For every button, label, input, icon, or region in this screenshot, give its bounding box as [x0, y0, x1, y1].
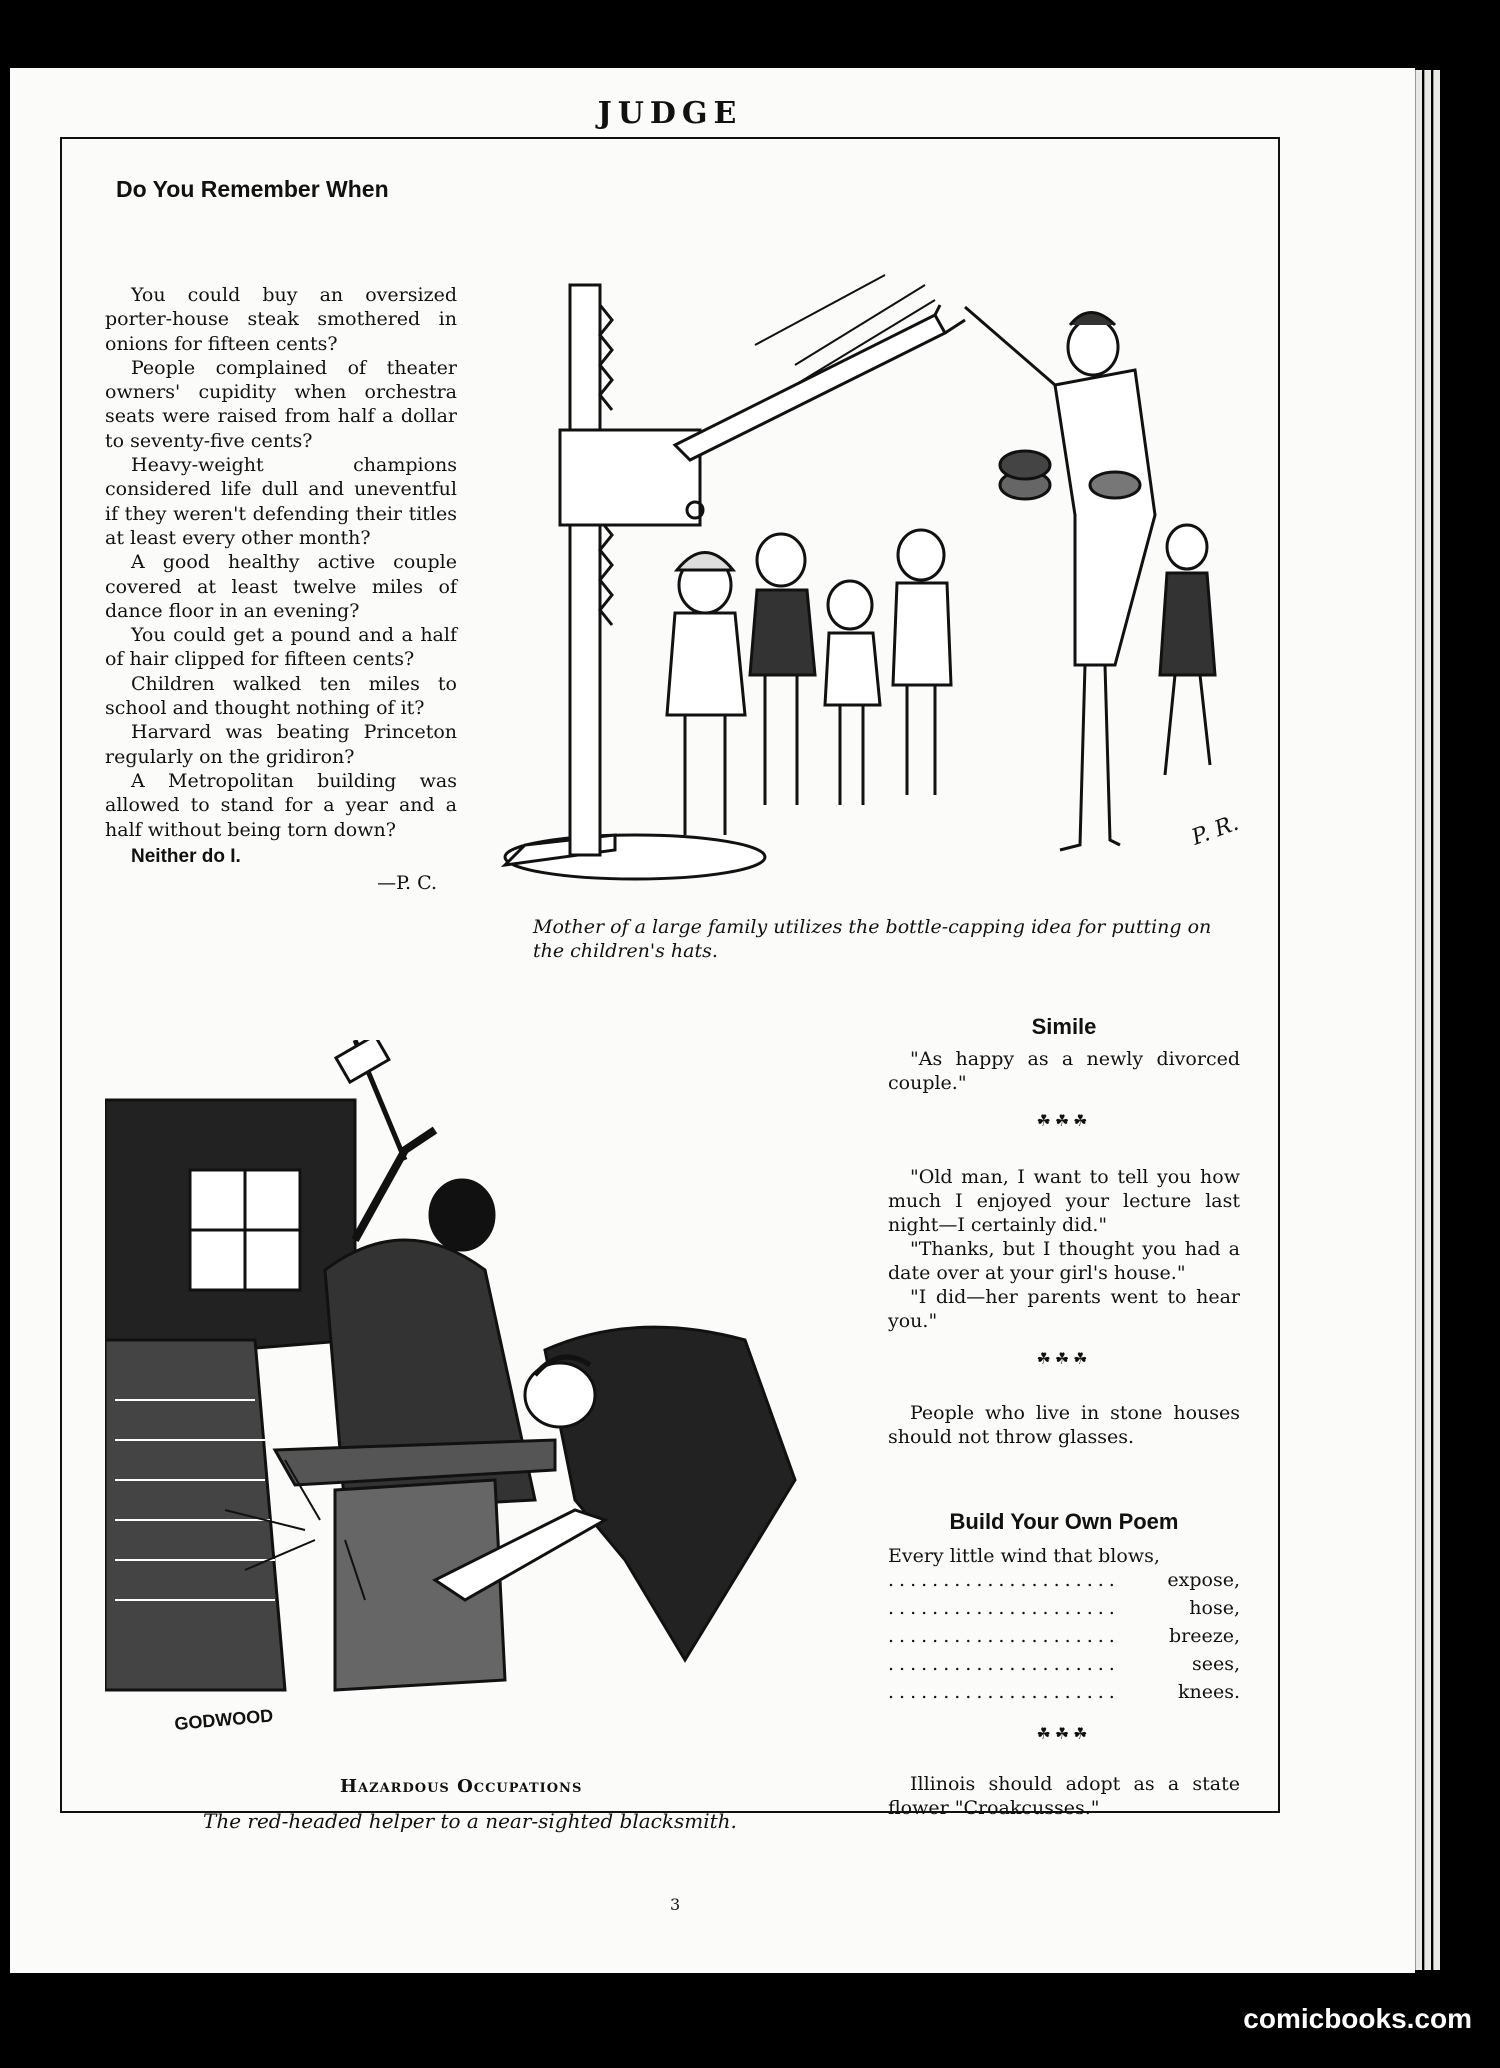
poem-title: Build Your Own Poem	[949, 1509, 1179, 1534]
dialogue-line: "Thanks, but I thought you had a date over at your girl's house."	[888, 1238, 1240, 1284]
page-edge	[1433, 70, 1440, 1970]
poem-ending: hose,	[1189, 1597, 1240, 1619]
poem-section	[888, 1510, 1240, 1820]
dialogue-line: "I did—her parents went to hear you."	[888, 1286, 1240, 1332]
article-body	[105, 283, 457, 895]
simile-quote: "As happy as a newly divorced couple."	[888, 1048, 1240, 1094]
top-cartoon-caption: Mother of a large family utilizes the bottle-capping idea for putting on the children's hats.	[533, 916, 1212, 962]
closing-joke: Illinois should adopt as a state flower "Croakcusses."	[888, 1773, 1240, 1819]
bottom-cartoon-caption: The red-headed helper to a near-sighted blacksmith.	[203, 1809, 737, 1833]
page-edge	[1424, 70, 1431, 1970]
bottle-capper-cartoon	[495, 245, 1255, 895]
article-paragraph: A Metropolitan building was allowed to stand for a year and a half without being torn down?	[105, 769, 457, 841]
poem-ending: breeze,	[1168, 1625, 1240, 1647]
bottom-cartoon-title: Hazardous Occupations	[340, 1776, 583, 1797]
article-title: Do You Remember When	[116, 176, 389, 202]
masthead: JUDGE	[597, 96, 743, 131]
poem-line: ..................... sees,	[888, 1653, 1240, 1675]
article-paragraph: Heavy-weight champions considered life dull and uneventful if they weren't defending their titles at least every other month?	[105, 454, 457, 549]
article-closing: Neither do I.	[131, 845, 241, 867]
stone-houses-joke: People who live in stone houses should not throw glasses.	[888, 1402, 1240, 1448]
separator-ornament: ☘☘☘	[1036, 1349, 1092, 1368]
poem-ending: sees,	[1191, 1653, 1240, 1675]
article-paragraph: You could buy an oversized porter-house steak smothered in onions for fifteen cents?	[105, 284, 457, 355]
poem-line: ..................... expose,	[888, 1569, 1240, 1591]
dialogue-line: "Old man, I want to tell you how much I enjoyed your lecture last night—I certainly did."	[888, 1166, 1240, 1236]
poem-ending: expose,	[1167, 1569, 1240, 1591]
article-paragraph: People complained of theater owners' cupidity when orchestra seats were raised from half a dollar to seventy-five cents?	[105, 356, 457, 452]
poem-line: ..................... breeze,	[888, 1625, 1240, 1647]
blacksmith-cartoon	[105, 1040, 865, 1750]
article-signature: —P. C.	[377, 872, 437, 895]
svg-text:P. R.: P. R.	[1188, 810, 1243, 851]
simile-title: Simile	[1031, 1014, 1097, 1039]
article-paragraph: You could get a pound and a half of hair clipped for fifteen cents?	[105, 624, 457, 671]
article-paragraph: Children walked ten miles to school and thought nothing of it?	[105, 672, 457, 720]
separator-ornament: ☘☘☘	[1036, 1724, 1092, 1743]
article-paragraph: Harvard was beating Princeton regularly on the gridiron?	[105, 721, 457, 768]
poem-ending: knees.	[1177, 1681, 1240, 1703]
separator-ornament: ☘☘☘	[1036, 1111, 1092, 1130]
simile-section	[888, 1015, 1240, 1449]
svg-text:GODWOOD: GODWOOD	[173, 1705, 274, 1734]
poem-line: ..................... hose,	[888, 1597, 1240, 1619]
watermark: comicbooks.com	[1243, 2003, 1472, 2034]
poem-first-line: Every little wind that blows,	[888, 1545, 1160, 1567]
page-edge	[1415, 70, 1422, 1970]
poem-line: ..................... knees.	[888, 1681, 1240, 1703]
article-paragraph: A good healthy active couple covered at least twelve miles of dance floor in an evening?	[105, 551, 457, 622]
page-number: 3	[670, 1895, 681, 1914]
